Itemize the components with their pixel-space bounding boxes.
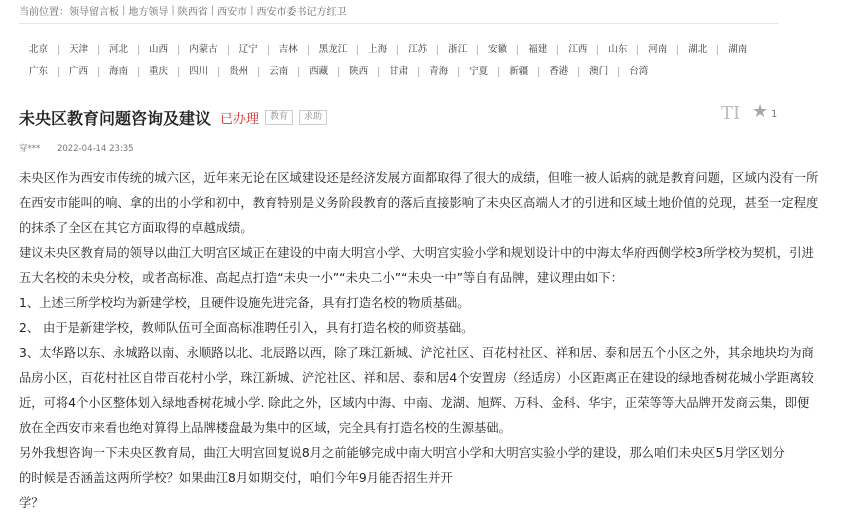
region-link[interactable]: 天津 xyxy=(58,45,98,55)
content-line: 近，可将4个小区整体划入绿地香树花城小学. 除此之外，区域内中海、中南、龙湖、旭辉、万科、金科、华宇，正荣等等大品牌开发商云集，即便 xyxy=(19,396,810,410)
region-link[interactable]: 海南 xyxy=(98,67,138,77)
content-line: 另外我想咨询一下未央区教育局，曲江大明宫回复说8月之前能够完成中南大明宫小学和大明宫实验小学的建设，那么咱们未央区5月学区划分 xyxy=(19,446,785,460)
breadcrumb-divider xyxy=(19,23,779,24)
region-row-2 xyxy=(19,61,779,83)
content-line: 的时候是否涵盖这两所学校？如果曲江8月如期交付，咱们今年9月能否招生并开 xyxy=(19,471,453,485)
post-author: 穿*** xyxy=(19,144,41,154)
star-icon[interactable]: ★ xyxy=(752,101,769,122)
post-meta xyxy=(19,142,134,154)
breadcrumb-item-3[interactable]: 陕西省 xyxy=(177,7,208,18)
content-line: 学？ xyxy=(19,496,44,510)
region-link[interactable]: 江苏 xyxy=(397,45,437,55)
breadcrumb-item-4[interactable]: 西安市 xyxy=(217,7,248,18)
region-link[interactable]: 河南 xyxy=(637,45,677,55)
region-nav xyxy=(19,39,779,83)
content-line: 未央区作为西安市传统的城六区，近年来无论在区域建设还是经济发展方面都取得了很大的成绩，但唯一被人诟病的就是教育问题，区域内没有一所 xyxy=(19,171,819,185)
breadcrumb xyxy=(19,3,347,18)
region-link[interactable]: 云南 xyxy=(258,67,298,77)
region-link[interactable]: 福建 xyxy=(517,45,557,55)
tag-education[interactable]: 教育 xyxy=(265,110,293,125)
post-title: 未央区教育问题咨询及建议 xyxy=(19,109,212,128)
region-link[interactable]: 内蒙古 xyxy=(178,45,228,55)
content-line: 在西安市能叫的响、拿的出的小学和初中，教育特别是义务阶段教育的落后直接影响了未央区高端人才的引进和区域土地价值的兑现，甚至一定程度 xyxy=(19,196,819,210)
region-link[interactable]: 吉林 xyxy=(268,45,308,55)
content-line: 五大名校的未央分校，或者高标准、高起点打造“未央一小”“未央二小”“未央一中”等自有品牌，建议理由如下： xyxy=(19,271,623,285)
post-header xyxy=(19,106,327,129)
star-count: 1 xyxy=(771,109,778,120)
content-line: 品房小区，百花村社区自带百花村小学，珠江新城、浐沱社区、祥和居、泰和居4个安置房（经适房）小区距离正在建设的绿地香树花城小学距离较 xyxy=(19,371,814,385)
region-link[interactable]: 四川 xyxy=(178,67,218,77)
region-link[interactable]: 广西 xyxy=(58,67,98,77)
content-line: 建议未央区教育局的领导以曲江大明宫区域正在建设的中南大明宫小学、大明宫实验小学和规划设计中的中海太华府西侧学校3所学校为契机，引进 xyxy=(19,246,814,260)
region-link[interactable]: 西藏 xyxy=(298,67,338,77)
content-line: 的抹杀了全区在其它方面取得的卓越成绩。 xyxy=(19,221,253,235)
region-link[interactable]: 安徽 xyxy=(477,45,517,55)
region-link[interactable]: 新疆 xyxy=(498,67,538,77)
breadcrumb-item-2[interactable]: 地方领导 xyxy=(128,7,169,18)
region-link[interactable]: 北京 xyxy=(29,44,49,55)
region-link[interactable]: 重庆 xyxy=(138,67,178,77)
content-line: 放在全西安市来看也绝对算得上品牌楼盘最为集中的区域，完全具有打造名校的生源基础。 xyxy=(19,421,511,435)
region-link[interactable]: 辽宁 xyxy=(228,45,268,55)
breadcrumb-separator: | xyxy=(250,5,254,16)
region-link[interactable]: 广东 xyxy=(29,66,49,77)
region-link[interactable]: 湖北 xyxy=(677,45,717,55)
region-link[interactable]: 上海 xyxy=(357,45,397,55)
region-link[interactable]: 青海 xyxy=(418,67,458,77)
region-link[interactable]: 山东 xyxy=(597,45,637,55)
region-link[interactable]: 浙江 xyxy=(437,45,477,55)
breadcrumb-prefix: 当前位置： xyxy=(19,7,69,18)
content-line: 2、 由于是新建学校，教师队伍可全面高标准聘任引入，具有打造名校的师资基础。 xyxy=(19,321,474,335)
region-link[interactable]: 山西 xyxy=(138,45,178,55)
region-link[interactable]: 江西 xyxy=(557,45,597,55)
status-badge: 已办理 xyxy=(220,112,260,127)
post-date: 2022-04-14 23:35 xyxy=(56,144,134,154)
breadcrumb-item-1[interactable]: 领导留言板 xyxy=(69,7,119,18)
tag-help[interactable]: 求助 xyxy=(299,110,327,125)
breadcrumb-separator: | xyxy=(171,5,175,16)
font-size-toggle-icon[interactable]: TI xyxy=(721,103,741,124)
breadcrumb-item-5[interactable]: 西安市委书记方红卫 xyxy=(256,7,347,18)
content-line: 3、太华路以东、永城路以南、永顺路以北、北辰路以西，除了珠江新城、浐沱社区、百花村社区、祥和居、泰和居五个小区之外，其余地块均为商 xyxy=(19,346,814,360)
post-content xyxy=(19,166,849,516)
region-link[interactable]: 甘肃 xyxy=(378,67,418,77)
region-link[interactable]: 澳门 xyxy=(578,67,618,77)
content-line: 1、上述三所学校均为新建学校，且硬件设施先进完备，具有打造名校的物质基础。 xyxy=(19,296,470,310)
region-link[interactable]: 贵州 xyxy=(218,67,258,77)
region-link[interactable]: 陕西 xyxy=(338,67,378,77)
breadcrumb-separator: | xyxy=(122,5,126,16)
region-link[interactable]: 宁夏 xyxy=(458,67,498,77)
region-link[interactable]: 黑龙江 xyxy=(308,45,358,55)
region-link[interactable]: 香港 xyxy=(538,67,578,77)
region-link[interactable]: 台湾 xyxy=(618,67,658,77)
region-row-1 xyxy=(19,39,779,61)
region-link[interactable]: 湖南 xyxy=(717,45,757,55)
region-link[interactable]: 河北 xyxy=(98,45,138,55)
breadcrumb-separator: | xyxy=(210,5,215,16)
